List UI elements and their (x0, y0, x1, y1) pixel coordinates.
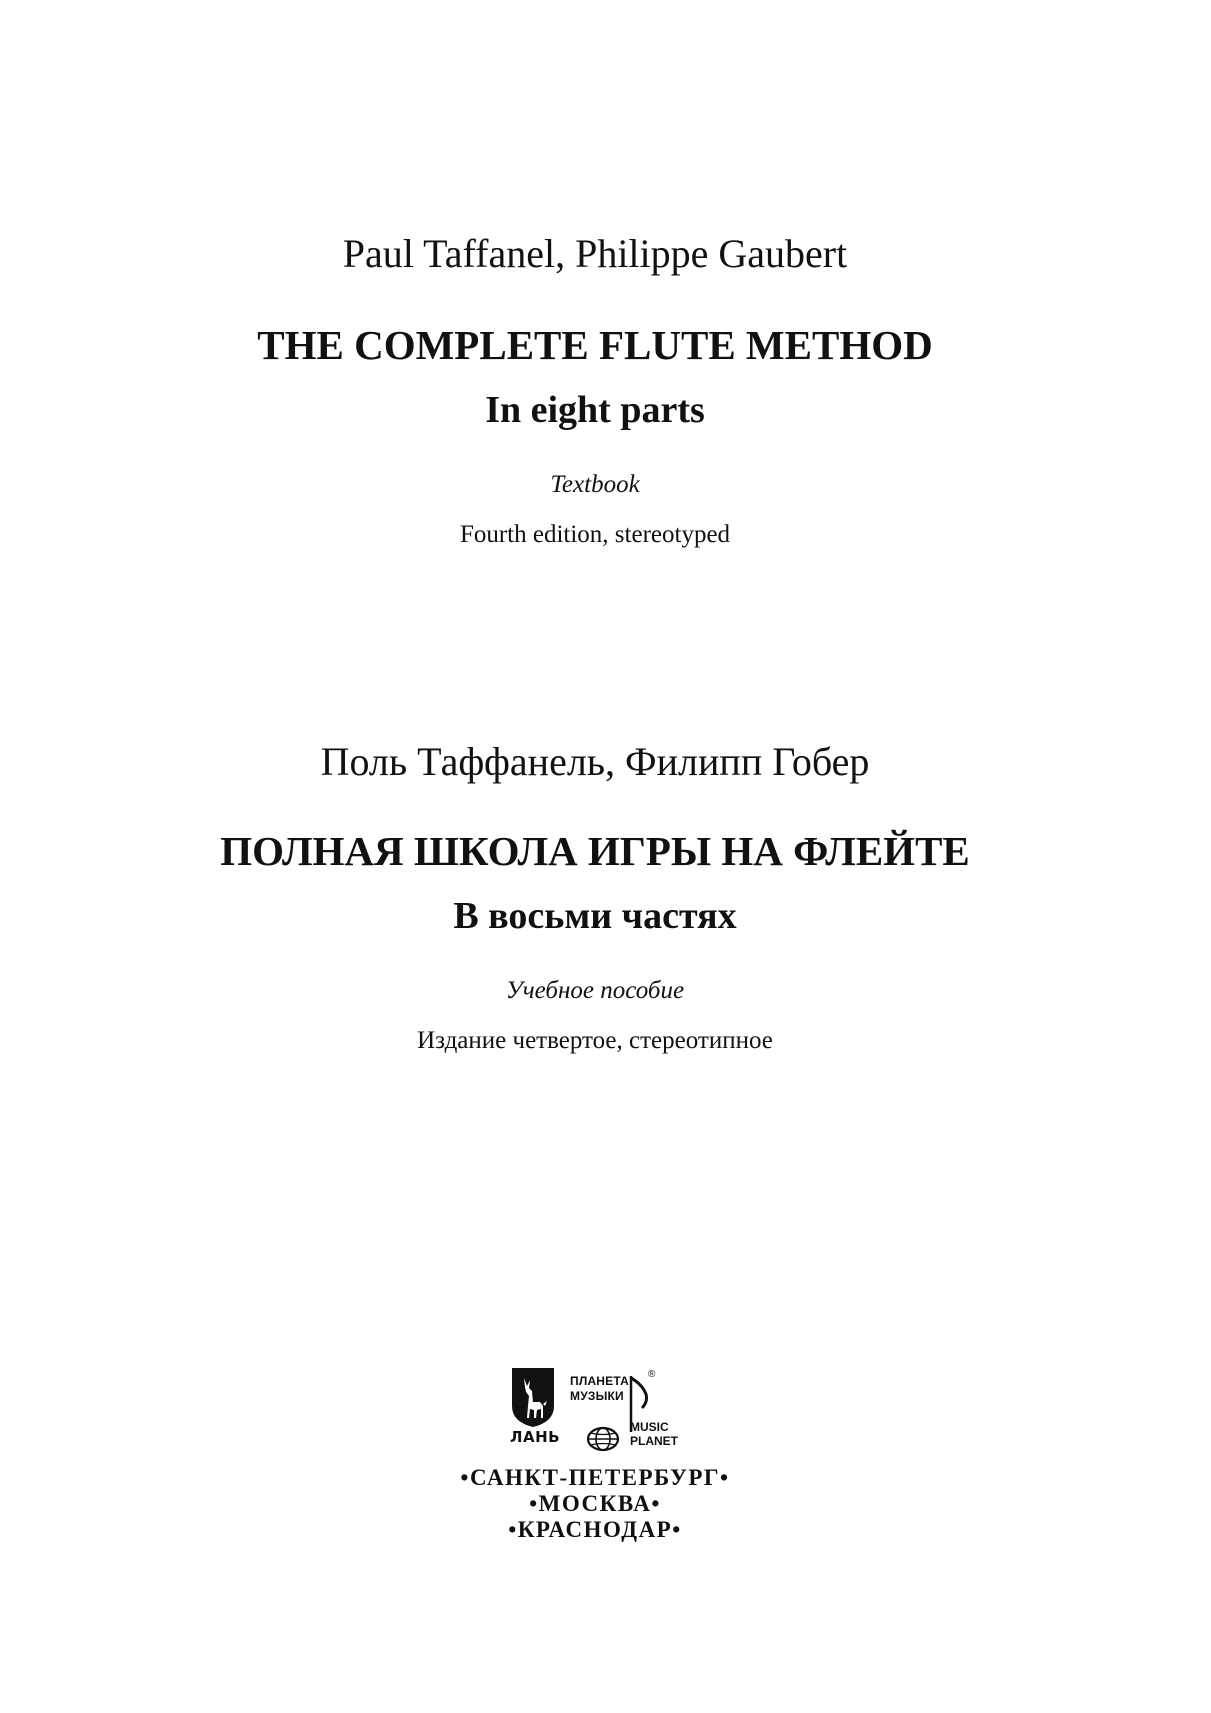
lan-logo (510, 1366, 561, 1452)
english-genre: Textbook (550, 471, 640, 498)
music-planet-ru-line1: ПЛАНЕТА (570, 1374, 630, 1388)
city-saint-petersburg: •САНКТ-ПЕТЕРБУРГ• (460, 1465, 730, 1490)
russian-genre: Учебное пособие (505, 977, 685, 1004)
city-krasnodar: •КРАСНОДАР• (508, 1517, 682, 1542)
lan-name: ЛАНЬ (510, 1428, 561, 1446)
lan-deer-logo-icon (510, 1366, 556, 1428)
city-moscow: •МОСКВА• (529, 1491, 661, 1516)
russian-edition: Издание четвертое, стереотипное (417, 1027, 773, 1054)
russian-title: ПОЛНАЯ ШКОЛА ИГРЫ НА ФЛЕЙТЕ (220, 828, 970, 874)
music-planet-en-line1: MUSIC (630, 1420, 669, 1434)
music-planet-ru-line2: МУЗЫКИ (570, 1389, 624, 1403)
russian-subtitle: В восьми частях (453, 895, 737, 937)
english-authors: Paul Taffanel, Philippe Gaubert (342, 231, 848, 276)
music-planet-ru-label (570, 1374, 629, 1404)
music-planet-en-line2: PLANET (630, 1434, 678, 1448)
music-planet-logo (568, 1369, 688, 1454)
registered-mark: ® (648, 1369, 656, 1380)
russian-authors: Поль Таффанель, Филипп Гобер (320, 739, 870, 784)
globe-icon (586, 1426, 620, 1452)
english-title: THE COMPLETE FLUTE METHOD (257, 322, 933, 368)
music-planet-en-label (630, 1420, 678, 1448)
english-edition: Fourth edition, stereotyped (459, 521, 731, 548)
publisher-imprint (440, 1366, 750, 1542)
english-subtitle: In eight parts (485, 389, 705, 431)
